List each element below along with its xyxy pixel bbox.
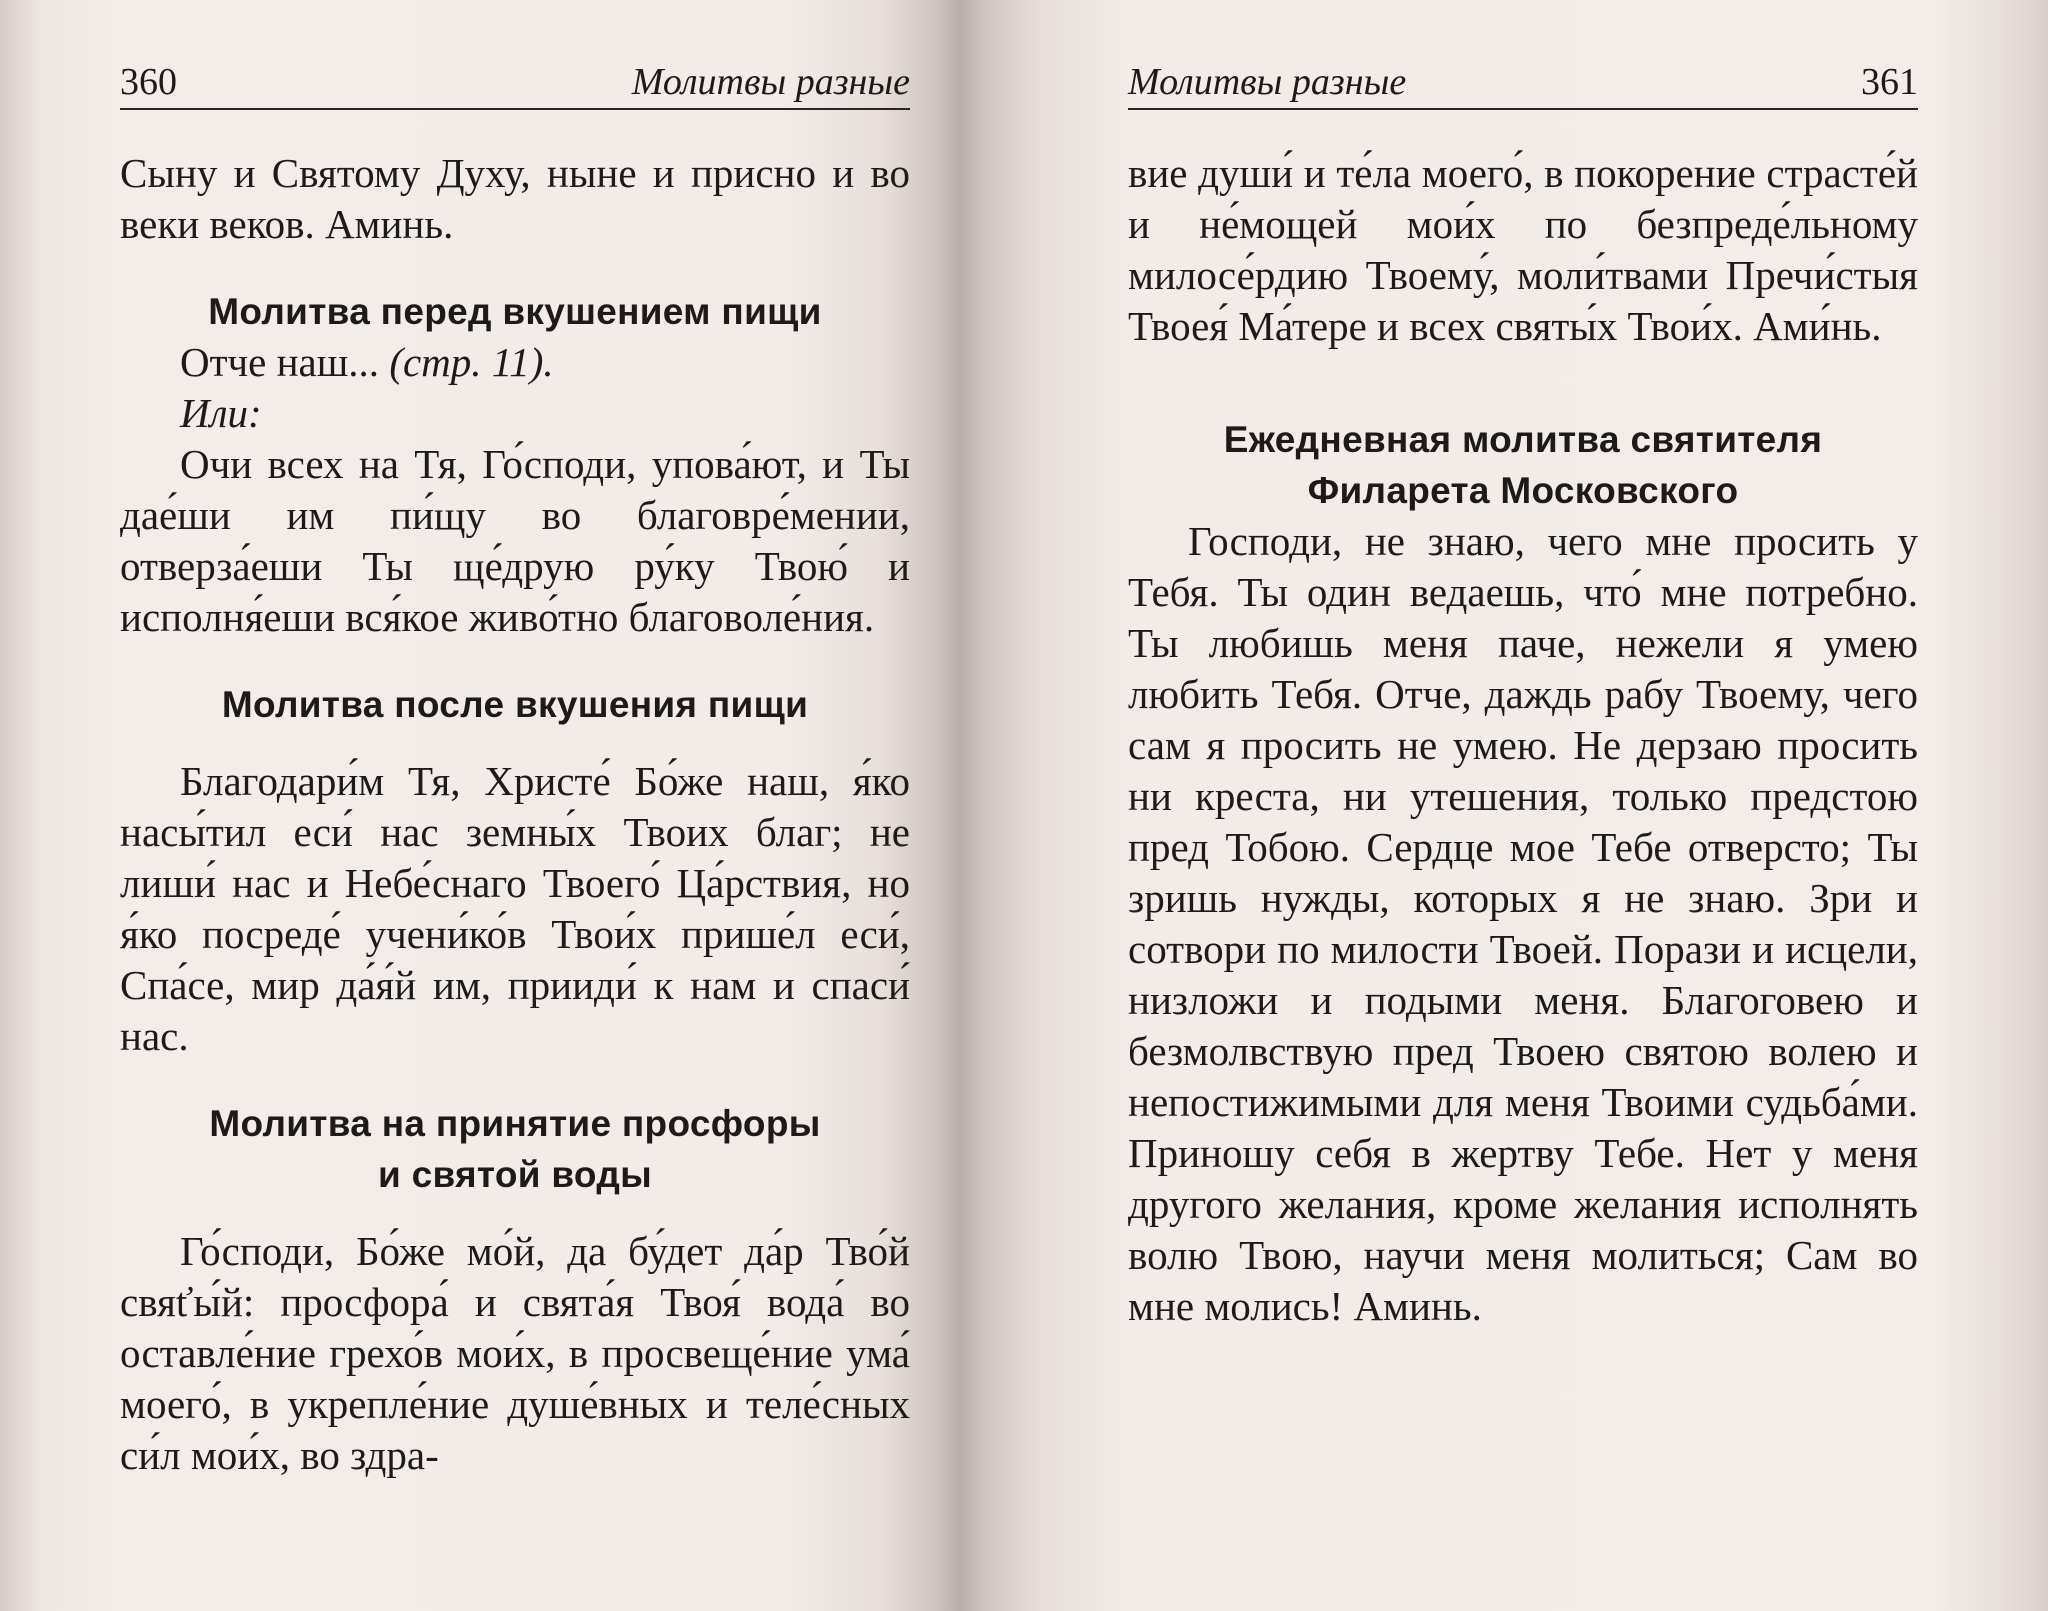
prayer-after-meal: Благодари́м Тя, Христе́ Бо́же наш, я́ко насы́тил еси́ нас земны́х Твоих благ; не лиши́ нас и Небе́снаго Твоего́ Ца́рствия, но я́ко посреде́ учени́ко́в Твои́х прише́л еси́, Спа́се, мир да́я́й им, прииди́ к нам и спаси́ нас. — [120, 758, 910, 1059]
left-page — [120, 0, 910, 1611]
left-body-text — [120, 148, 910, 1481]
prayer-before-meal: Очи всех на Тя, Го́споди, упова́ют, и Ты дае́ши им пи́щу во благовре́мении, отверза́еши Ты ще́друю ру́ку Твою́ и исполня́еши вся́кое живо́тно благоволе́ния. — [120, 441, 910, 640]
left-running-title: Молитвы разные — [631, 61, 910, 103]
left-running-head — [120, 56, 910, 110]
right-page-number: 361 — [1861, 61, 1918, 103]
prayer-filaret: Господи, не знаю, чего мне просить у Тебя. Ты один ведаешь, что́ мне потребно. Ты любишь меня паче, нежели я умею любить Тебя. Отче, даждь рабу Твоему, чего сам я просить не умею. Не дерзаю просить ни креста, ни утешения, только предстою пред Тобою. Сердце мое Тебе отверсто; Ты зришь нужды, которых я не знаю. Зри и сотвори по милости Твоей. Порази и исцели, низложи и подыми меня. Благоговею и безмолвствую пред Твоею святою волею и непостижимыми для меня Твоими судьба́ми. Приношу себя в жертву Тебе. Нет у меня другого желания, кроме желания исполнять волю Твою, научи меня молиться; Сам во мне молись! Аминь. — [1128, 518, 1918, 1329]
heading-filaret-line1: Ежедневная молитва святителя — [1223, 419, 1823, 460]
prayer-prosphora: Го́споди, Бо́же мо́й, да бу́дет да́р Тво́й свяťы́й: просфора́ и свята́я Твоя́ вода́ во оставле́ние грехо́в мои́х, в просвеще́ние ума́ моего́, в укрепле́ние душе́вных и теле́сных си́л мои́х, во здра- — [120, 1228, 910, 1478]
lords-prayer-reference — [120, 337, 910, 388]
heading-prosphora-line2: и святой воды — [377, 1154, 653, 1195]
heading-after-meal: Молитва после вкушения пищи — [221, 684, 809, 725]
or-label: Или: — [180, 390, 262, 436]
heading-prosphora-line1: Молитва на принятие просфоры — [209, 1103, 821, 1144]
left-page-number: 360 — [120, 61, 177, 103]
heading-filaret-line2: Филарета Московского — [1307, 470, 1739, 511]
lords-prayer-text: Отче наш... — [180, 339, 380, 385]
continuation-paragraph-right: вие души́ и те́ла моего́, в покорение страсте́й и не́мощей мои́х по безпреде́льному милосе́рдию Твоему́, моли́твами Пречи́стыя Твоея́ Ма́тере и всех святы́х Твои́х. Ами́нь. — [1128, 150, 1918, 349]
right-page — [1128, 0, 1918, 1611]
right-body-text — [1128, 148, 1918, 1332]
right-running-head — [1128, 56, 1918, 110]
page-reference: (стр. 11). — [389, 339, 554, 385]
heading-before-meal: Молитва перед вкушением пищи — [208, 291, 822, 332]
right-running-title: Молитвы разные — [1128, 61, 1407, 103]
continuation-paragraph: Сыну и Святому Духу, ныне и присно и во веки веков. Аминь. — [120, 150, 910, 247]
